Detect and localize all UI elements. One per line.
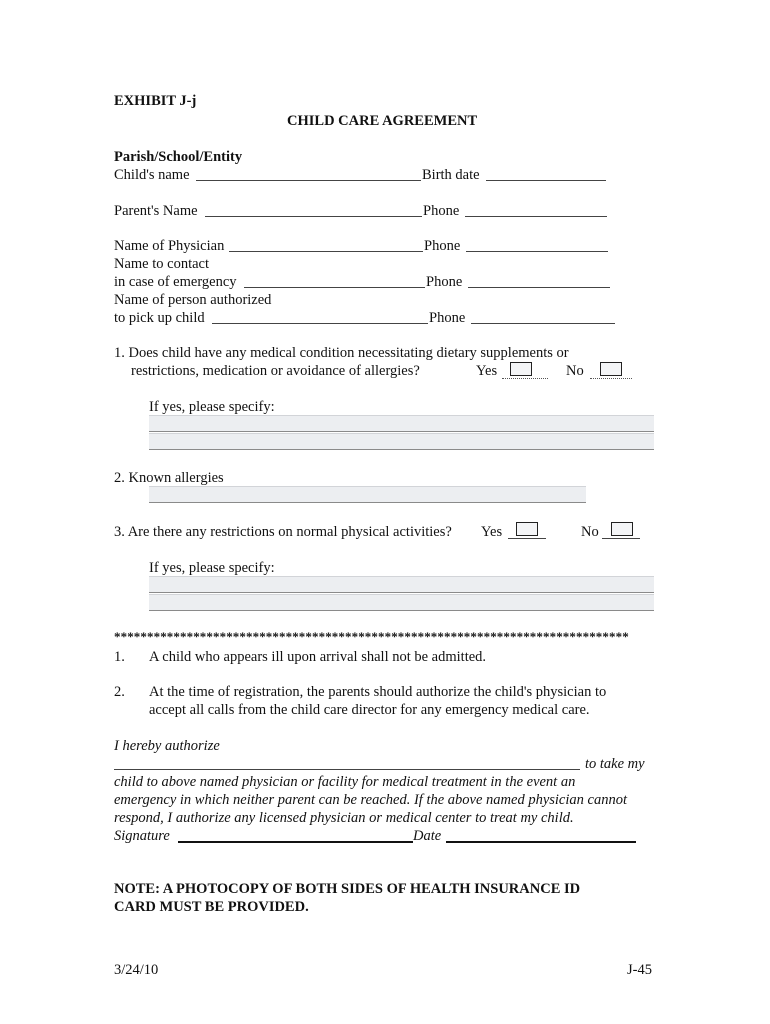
parish-label: Parish/School/Entity [114,149,243,165]
footer-date: 3/24/10 [114,962,159,978]
q1-yes-label: Yes [476,363,498,379]
emergency-contact-label-2: in case of emergency [114,274,237,290]
emergency-phone-label: Phone [426,274,463,290]
note-line-2: CARD MUST BE PROVIDED. [114,899,309,915]
question-2: 2. Known allergies [114,470,224,486]
parents-name-label: Parent's Name [114,203,198,219]
physician-phone-label: Phone [424,238,461,254]
physician-field[interactable] [229,237,423,252]
question-1-line-1: 1. Does child have any medical condition necessitating dietary supplements or [114,345,569,361]
physician-phone-field[interactable] [466,237,608,252]
authorized-person-field[interactable] [212,309,428,324]
birth-date-field[interactable] [486,166,606,181]
asterisk-separator: ****************************************************************************** [114,629,629,644]
emergency-contact-field[interactable] [244,273,425,288]
childs-name-label: Child's name [114,167,190,183]
authorized-person-name-field[interactable] [114,755,580,770]
birth-date-label: Birth date [422,167,480,183]
signature-date-field[interactable] [446,827,636,843]
rule-2-line-2: accept all calls from the child care director for any emergency medical care. [149,702,590,718]
rule-1-number: 1. [114,649,125,665]
authorized-person-label-1: Name of person authorized [114,292,272,308]
authorize-intro: I hereby authorize [114,738,220,754]
physician-label: Name of Physician [114,238,225,254]
rule-2-number: 2. [114,684,125,700]
q1-specify-field-1[interactable] [149,415,654,432]
authorize-text-line-2: emergency in which neither parent can be reached. If the above named physician cannot [114,792,627,808]
exhibit-label: EXHIBIT J-j [114,93,197,109]
q1-specify-field-2[interactable] [149,433,654,450]
childs-name-field[interactable] [196,166,421,181]
q3-specify-field-1[interactable] [149,576,654,593]
authorize-take-text: to take my [585,756,645,772]
question-3: 3. Are there any restrictions on normal physical activities? [114,524,452,540]
rule-1-text: A child who appears ill upon arrival shall not be admitted. [149,649,487,665]
q1-yes-checkbox[interactable] [510,362,532,376]
q3-no-label: No [581,524,599,540]
q1-specify-label: If yes, please specify: [149,399,275,415]
signature-label: Signature [114,828,170,844]
q1-no-underline [590,377,632,379]
q3-specify-field-2[interactable] [149,594,654,611]
emergency-phone-field[interactable] [468,273,610,288]
q3-no-underline [602,524,640,539]
parents-name-field[interactable] [205,202,422,217]
question-1-line-2: restrictions, medication or avoidance of allergies? [131,363,420,379]
parent-phone-field[interactable] [465,202,607,217]
parent-phone-label: Phone [423,203,460,219]
authorize-text-line-1: child to above named physician or facility for medical treatment in the event an [114,774,576,790]
authorize-text-line-3: respond, I authorize any licensed physician or medical center to treat my child. [114,810,574,826]
q3-yes-underline [508,524,546,539]
authorized-phone-label: Phone [429,310,466,326]
emergency-contact-label-1: Name to contact [114,256,210,272]
page-number: J-45 [627,962,652,978]
authorized-person-label-2: to pick up child [114,310,205,326]
authorized-phone-field[interactable] [471,309,615,324]
rule-2-line-1: At the time of registration, the parents should authorize the child's physician to [149,684,607,700]
q1-no-label: No [566,363,584,379]
signature-date-label: Date [413,828,442,844]
note-line-1: NOTE: A PHOTOCOPY OF BOTH SIDES OF HEALTH INSURANCE ID [114,881,581,897]
q3-yes-label: Yes [481,524,503,540]
allergies-field[interactable] [149,486,586,503]
q3-specify-label: If yes, please specify: [149,560,275,576]
q1-yes-underline [502,377,548,379]
q1-no-checkbox[interactable] [600,362,622,376]
signature-field[interactable] [178,827,413,843]
document-title: CHILD CARE AGREEMENT [287,113,478,129]
